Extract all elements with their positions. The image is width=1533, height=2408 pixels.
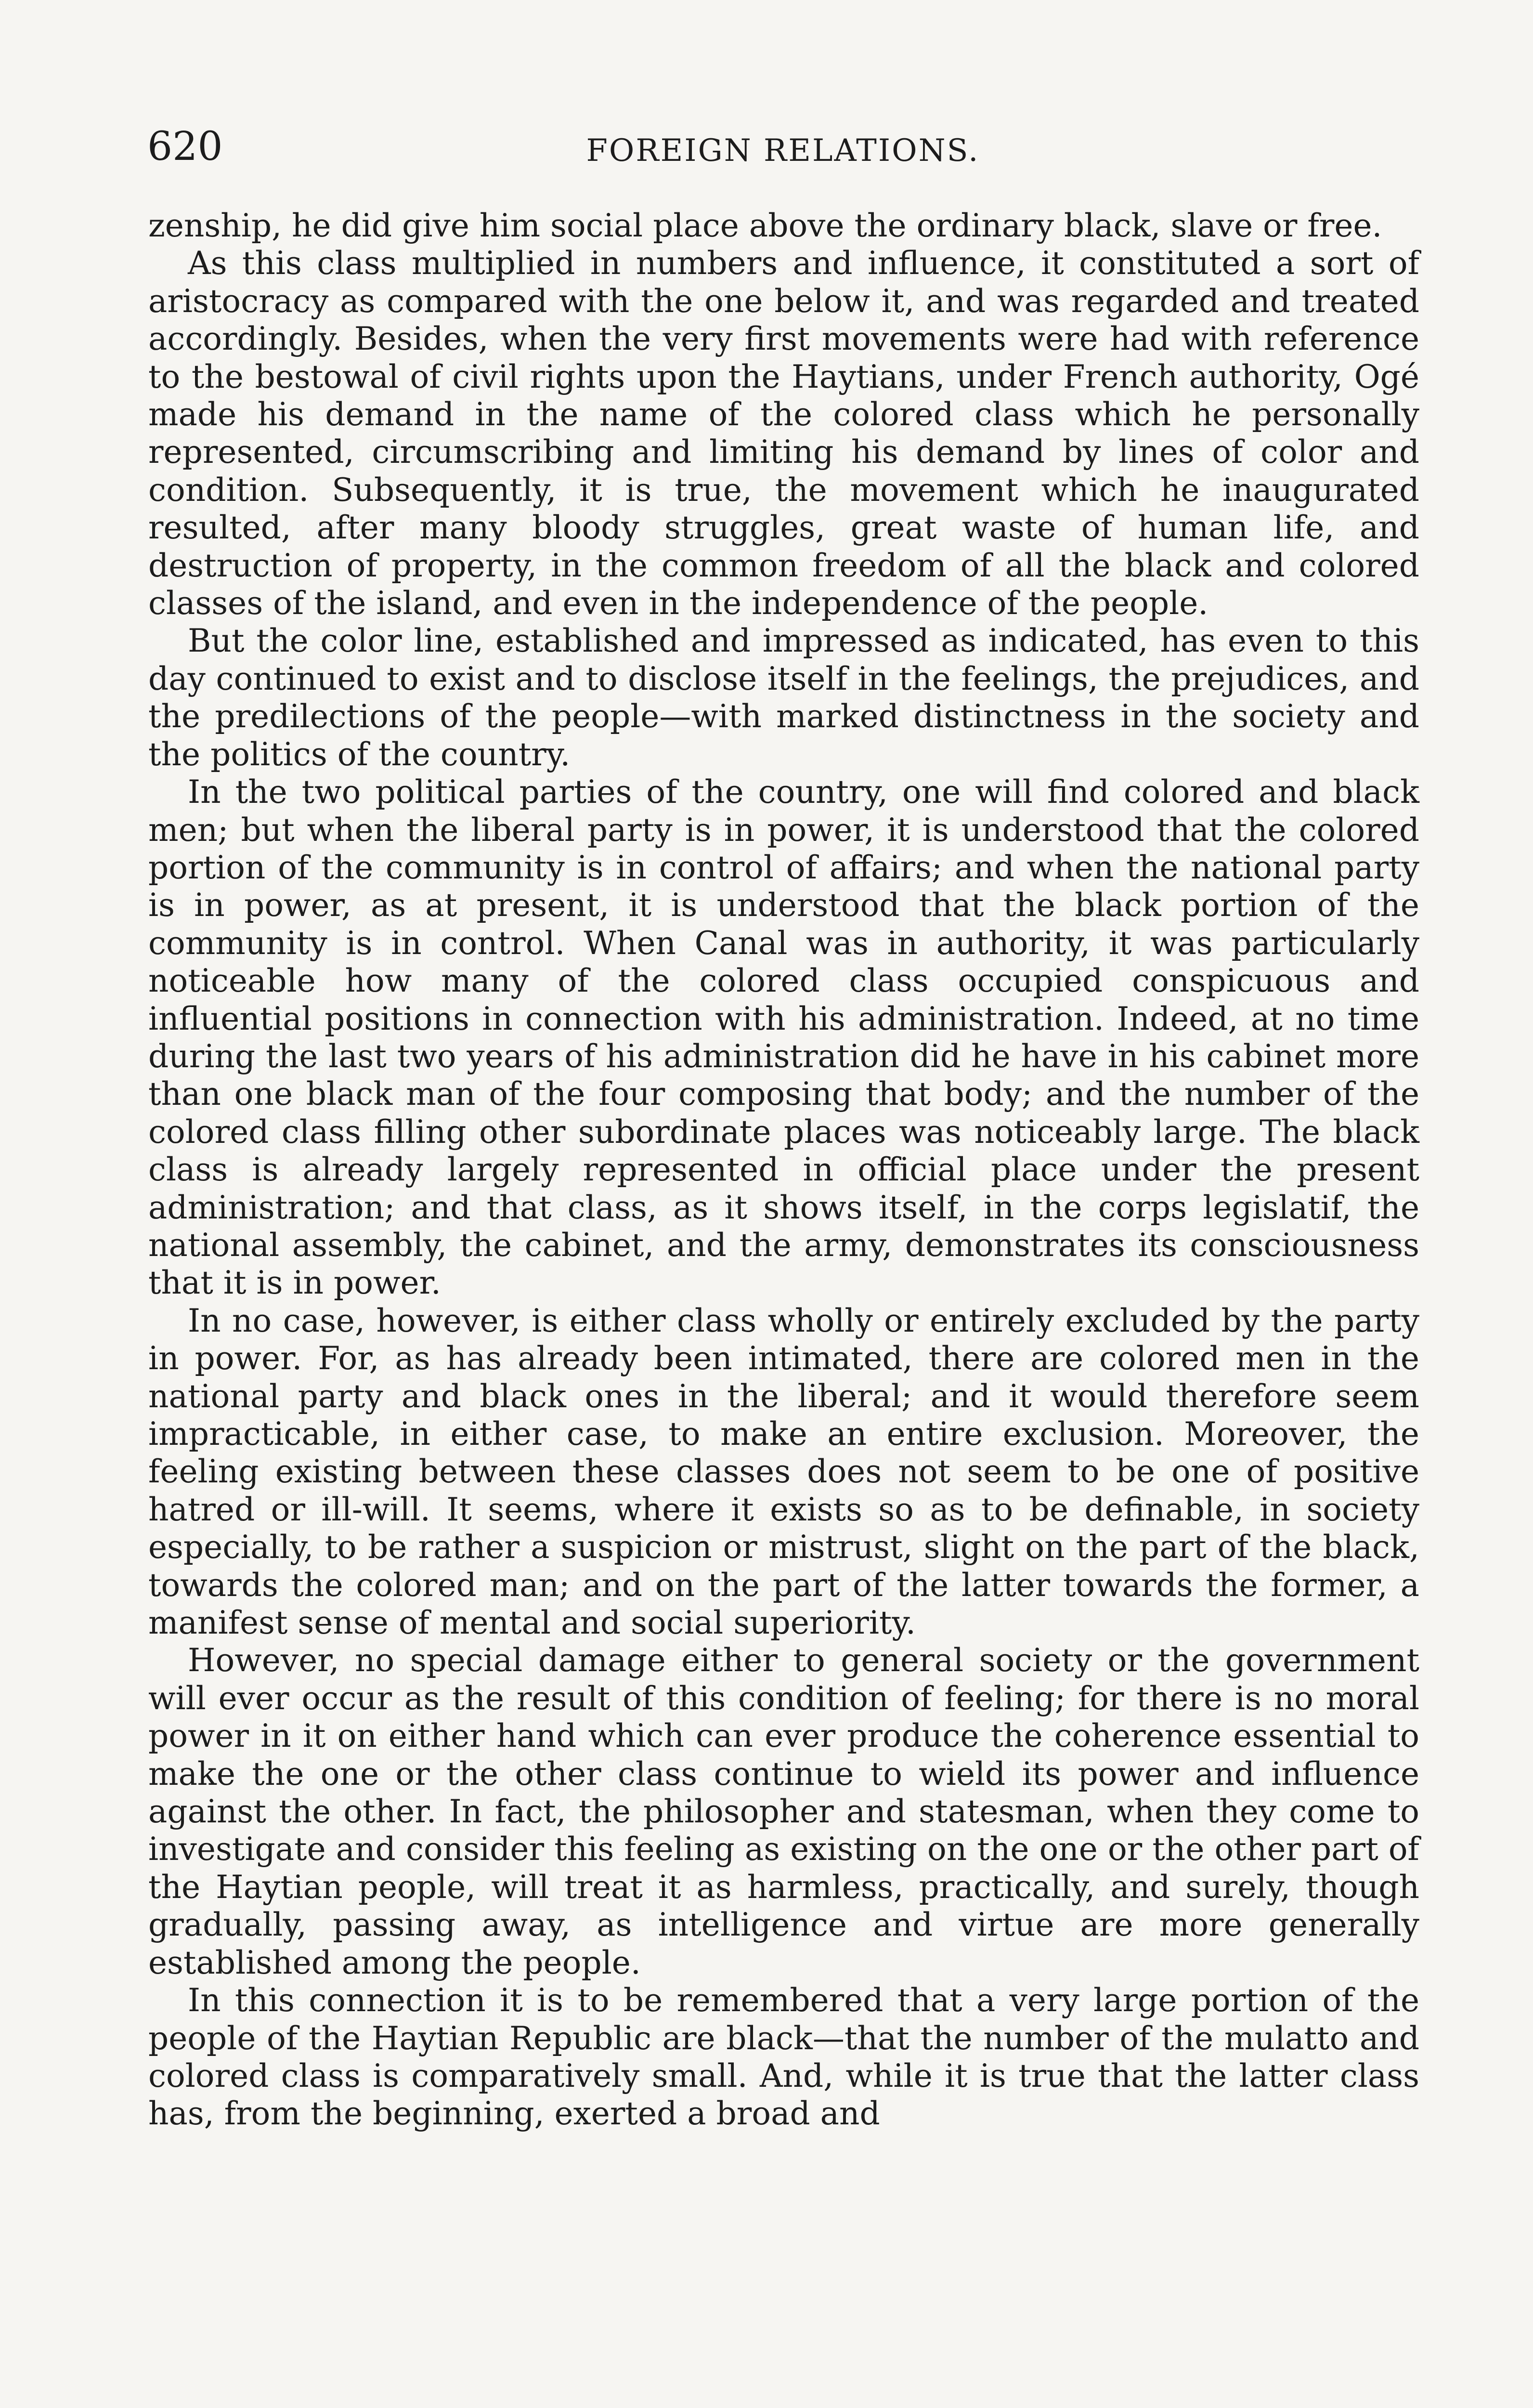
body-text [148,207,1419,2133]
paragraph: In this connection it is to be remembered that a very large portion of the people of the Haytian Republic are black—that the number of the mulatto and colored class is comparatively small. And, while it is true that the latter class has, from the beginning, exerted a broad and [148,1982,1419,2133]
paragraph-continued: zenship, he did give him social place above the ordinary black, slave or free. [148,207,1382,244]
page-header [147,120,1418,173]
paragraph: As this class multiplied in numbers and influence, it constituted a sort of aristocracy as compared with the one below it, and was regarded and treated accordingly. Besides, when the very first movements were had with reference to the bestowal of civil rights upon the Haytians, under French authority, Ogé made his demand in the name of the colored class which he personally represented, circumscribing and limiting his demand by lines of color and condition. Subsequently, it is true, the movement which he inaugurated resulted, after many bloody struggles, great waste of human life, and destruction of property, in the common freedom of all the black and colored classes of the island, and even in the independence of the people. [148,245,1419,622]
paragraph: However, no special damage either to general society or the government will ever occur as the result of this condition of feeling; for there is no moral power in it on either hand which can ever produce the coherence essential to make the one or the other class continue to wield its power and influence against the other. In fact, the philosopher and statesman, when they come to investigate and consider this feeling as existing on the one or the other part of the Haytian people, will treat it as harmless, practically, and surely, though gradually, passing away, as intelligence and virtue are more generally established among the people. [148,1642,1419,1981]
running-head: FOREIGN RELATIONS. [586,133,980,169]
paragraph: But the color line, established and impressed as indicated, has even to this day continued to exist and to disclose itself in the feelings, the prejudices, and the predilections of the people—with marked distinctness in the society and the politics of the country. [148,622,1419,773]
paragraph: In no case, however, is either class wholly or entirely excluded by the party in power. For, as has already been intimated, there are colored men in the national party and black ones in the liberal; and it would therefore seem impracticable, in either case, to make an entire exclusion. Moreover, the feeling existing between these classes does not seem to be one of positive hatred or ill-will. It seems, where it exists so as to be definable, in society especially, to be rather a suspicion or mistrust, slight on the part of the black, towards the colored man; and on the part of the latter towards the former, a manifest sense of mental and social superiority. [148,1302,1419,1642]
paragraph: In the two political parties of the country, one will find colored and black men; but when the liberal party is in power, it is understood that the colored portion of the community is in control of affairs; and when the national party is in power, as at present, it is understood that the black portion of the community is in control. When Canal was in authority, it was particularly noticeable how many of the colored class occupied conspicuous and influential positions in connection with his administration. Indeed, at no time during the last two years of his administration did he have in his cabinet more than one black man of the four composing that body; and the number of the colored class filling other subordinate places was noticeably large. The black class is already largely represented in official place under the present administration; and that class, as it shows itself, in the corps legislatif, the national assembly, the cabinet, and the army, demonstrates its consciousness that it is in power. [148,773,1419,1302]
page-number: 620 [147,124,223,170]
